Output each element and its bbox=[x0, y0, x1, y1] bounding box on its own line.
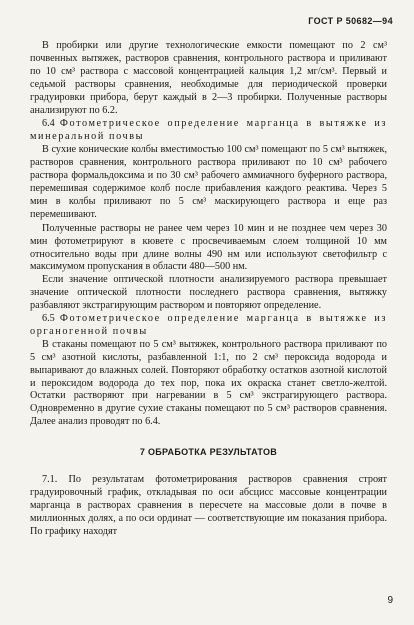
clause-6-4-heading: Фотометрическое определение марганца в вытяжке из минеральной почвы bbox=[30, 118, 388, 143]
clause-6-4-number: 6.4 bbox=[42, 118, 55, 130]
clause-6-5-heading: Фотометрическое определение марганца в вытяжке из органогенной почвы bbox=[30, 313, 388, 337]
page-number: 9 bbox=[387, 595, 393, 606]
paragraph-dilution: Если значение оптической плотности анализируемого раствора превышает значение оптической плотности последнего раствора сравнения, вытяжку разбавляют экстрагирующим раствором и повторяют определение. bbox=[30, 274, 387, 312]
paragraph-organic-procedure: В стаканы помещают по 5 см³ вытяжек, контрольного раствора приливают по 5 см³ азотной кислоты, разбавленной 1:1, по 2 см³ пероксида водорода и выпаривают до влажных солей. Повторяют обработку остатков азотной кислотой и пероксидом водорода до тех пор, пока их окраска станет светло-желтой. Остатки растворяют при нагревании в 5 см³ экстрагирующего раствора. Одновременно в другие сухие стаканы помещают по 5 см³ растворов сравнения. Далее анализ проводят по 6.4. bbox=[30, 338, 387, 428]
clause-6-4 bbox=[30, 118, 387, 144]
clause-6-5 bbox=[30, 313, 387, 339]
document-header: ГОСТ Р 50682—94 bbox=[308, 16, 393, 26]
paragraph-results: 7.1. По результатам фотометрирования растворов сравнения строят градуировочный график, откладывая по оси абсцисс массовые концентрации марганца в растворах сравнения в пересчете на массовые доли в почве в миллионных долях, а по оси ординат — соответствующие им показания прибора. По графику находят bbox=[30, 474, 387, 537]
document-body bbox=[30, 40, 387, 539]
clause-6-5-number: 6.5 bbox=[42, 313, 55, 325]
paragraph-photometry: Полученные растворы не ранее чем через 10 мин и не позднее чем через 30 мин фотометрируют в кювете с просвечиваемым слоем толщиной 10 мм относительно воды при длине волны 490 нм или используют светофильтр с максимумом пропускания в области 480—500 нм. bbox=[30, 222, 387, 273]
paragraph-mineral-procedure: В сухие конические колбы вместимостью 100 см³ помещают по 5 см³ вытяжек, растворов сравнения, контрольного раствора приливают по 10 см³ рабочего раствора формальдоксима и по 30 см³ рабочего аммиачного буферного раствора, перемешивая содержимое колб после прибавления каждого реактива. Через 5 мин в колбы приливают по 5 см³ маскирующего раствора и еще раз перемешивают. bbox=[30, 144, 387, 220]
paragraph-test-tubes: В пробирки или другие технологические емкости помещают по 2 см³ почвенных вытяжек, растворов сравнения, контрольного раствора и приливают по 10 см³ раствора с массовой концентрацией кальция 1,2 мг/см³. Первый и седьмой растворы сравнения, необходимые для периодической проверки градуировки прибора, берут каждый в 2—3 пробирки. Полученные растворы анализируют по 6.2. bbox=[30, 40, 387, 116]
section-title: 7 ОБРАБОТКА РЕЗУЛЬТАТОВ bbox=[139, 447, 278, 458]
